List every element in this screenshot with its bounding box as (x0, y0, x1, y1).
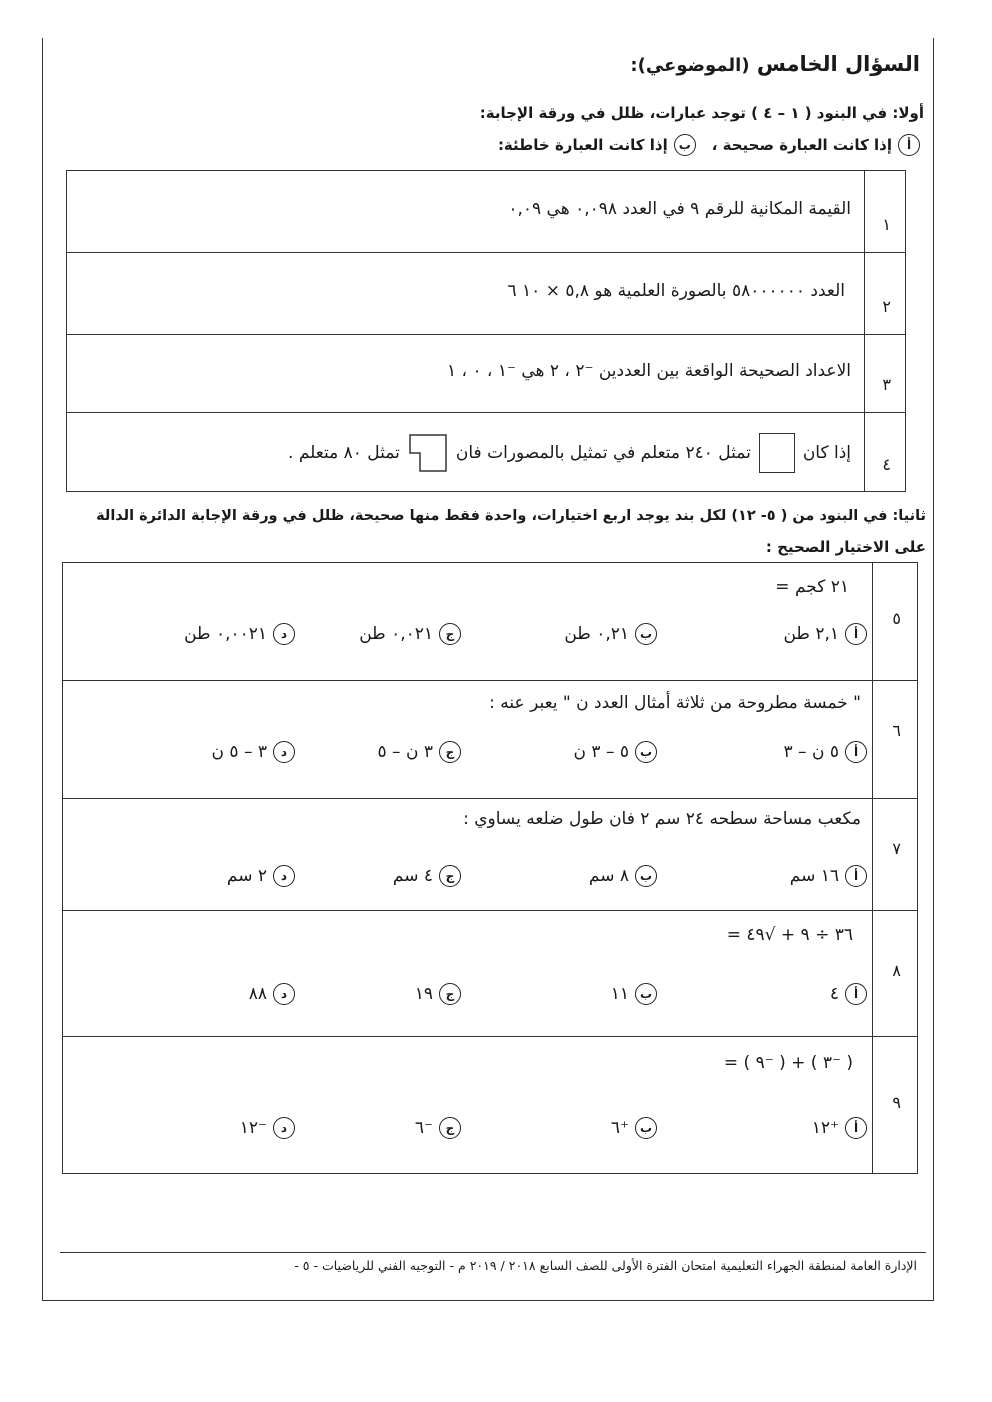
item-statement (288, 433, 851, 473)
part2-table (62, 562, 918, 1174)
section-subtitle: (الموضوعي): (630, 55, 750, 76)
statement-part-a: إذا كان (802, 443, 851, 463)
option-text: ⁺٦ (610, 1118, 629, 1138)
option-letter-circle: ج (439, 865, 461, 887)
option-text: ٢ سم (226, 866, 267, 886)
item-number: ٤ (882, 455, 891, 474)
item-question: ٢١ كجم = (775, 577, 849, 597)
option-letter-circle: ب (635, 983, 657, 1005)
section-title (630, 52, 920, 76)
option-text: ١٦ سم (789, 866, 839, 886)
option-text: ١٩ (414, 984, 433, 1004)
option-b[interactable] (574, 741, 657, 763)
option-text: ٥ – ٣ ن (573, 742, 629, 762)
option-text: ٣ – ٥ ن (211, 742, 267, 762)
part1-table (66, 170, 906, 492)
mcq-row (63, 563, 917, 681)
page-footer: الإدارة العامة لمنطقة الجهراء التعليمية امتحان الفترة الأولى للصف السابع ٢٠١٨ / ٢٠١٩ م - التوجيه الفني للرياضيات - ٥ - (294, 1258, 917, 1273)
item-number: ٧ (892, 839, 901, 858)
part1-row (67, 253, 905, 335)
option-text: ⁺١٢ (811, 1118, 839, 1138)
key-b-circle: ب (674, 134, 696, 156)
item-question: ٣٦ ÷ ٩ + √٤٩ = (726, 925, 853, 945)
item-number: ٥ (892, 609, 901, 628)
option-letter-circle: ب (635, 741, 657, 763)
option-letter-circle: أ (845, 623, 867, 645)
option-d[interactable] (249, 983, 295, 1005)
option-text: ٠,٢١ طن (564, 624, 629, 644)
option-a[interactable] (783, 623, 867, 645)
option-d[interactable] (227, 865, 295, 887)
option-letter-circle: د (273, 741, 295, 763)
option-text: ٠,٠٠٢١ طن (184, 624, 267, 644)
option-letter-circle: أ (845, 983, 867, 1005)
option-c[interactable] (415, 983, 461, 1005)
option-b[interactable] (589, 865, 657, 887)
option-letter-circle: د (273, 623, 295, 645)
option-letter-circle: أ (845, 1117, 867, 1139)
option-letter-circle: د (273, 1117, 295, 1139)
partial-square-symbol (408, 433, 448, 473)
option-a[interactable] (784, 741, 867, 763)
option-letter-circle: ب (635, 1117, 657, 1139)
item-statement: العدد ٥٨٠٠٠٠٠٠ بالصورة العلمية هو ٥,٨ × ١٠ ٦ (507, 281, 845, 301)
part1-row (67, 171, 905, 253)
option-text: ١١ (610, 984, 629, 1004)
option-text: ٢,١ طن (783, 624, 839, 644)
option-a[interactable] (790, 865, 867, 887)
option-letter-circle: ج (439, 1117, 461, 1139)
item-statement: القيمة المكانية للرقم ٩ في العدد ٠,٠٩٨ هي ٠,٠٩ (508, 199, 851, 219)
mcq-row (63, 799, 917, 911)
option-text: ٤ (829, 984, 839, 1004)
mcq-row (63, 1037, 917, 1175)
option-letter-circle: د (273, 983, 295, 1005)
option-letter-circle: ج (439, 983, 461, 1005)
part2-instruction-line2: على الاختيار الصحيح : (765, 538, 926, 556)
option-letter-circle: أ (845, 865, 867, 887)
option-letter-circle: ب (635, 865, 657, 887)
part1-row (67, 335, 905, 413)
item-question: ( ⁻٣ ) + ( ⁻٩ ) = (723, 1053, 853, 1073)
item-number: ٦ (892, 721, 901, 740)
option-b[interactable] (611, 983, 657, 1005)
item-number: ٨ (892, 961, 901, 980)
item-question: " خمسة مطروحة من ثلاثة أمثال العدد ن " يعبر عنه : (489, 693, 861, 713)
option-text: ٤ سم (392, 866, 433, 886)
item-question: مكعب مساحة سطحه ٢٤ سم ٢ فان طول ضلعه يساوي : (463, 809, 861, 829)
option-letter-circle: ج (439, 741, 461, 763)
option-text: ٥ ن – ٣ (783, 742, 839, 762)
item-number: ١ (882, 215, 891, 234)
part1-answer-key (498, 134, 920, 156)
key-a-circle: أ (898, 134, 920, 156)
option-d[interactable] (240, 1117, 295, 1139)
option-text: ⁻٦ (414, 1118, 433, 1138)
option-b[interactable] (564, 623, 657, 645)
statement-part-c: تمثل ٨٠ متعلم . (288, 443, 400, 463)
key-b-text: إذا كانت العبارة خاطئة: (497, 136, 668, 154)
option-c[interactable] (378, 741, 461, 763)
option-text: ٨ سم (588, 866, 629, 886)
key-a-text: إذا كانت العبارة صحيحة ، (711, 136, 892, 154)
option-b[interactable] (611, 1117, 657, 1139)
full-square-symbol (759, 433, 795, 473)
part2-instruction-line1: ثانيا: في البنود من ( ٥- ١٢) لكل بند يوجد اربع اختيارات، واحدة فقط منها صحيحة، ظلل في ورقة الإجابة الدائرة الدالة (96, 508, 926, 524)
option-text: ٨٨ (248, 984, 267, 1004)
option-text: ٠,٠٢١ طن (359, 624, 433, 644)
item-number: ٣ (882, 375, 891, 394)
footer-divider (60, 1252, 926, 1253)
option-text: ⁻١٢ (239, 1118, 267, 1138)
item-statement: الاعداد الصحيحة الواقعة بين العددين ⁻٢ ، ٢ هي ⁻١ ، ٠ ، ١ (446, 361, 851, 381)
part1-row (67, 413, 905, 493)
option-letter-circle: د (273, 865, 295, 887)
option-letter-circle: ب (635, 623, 657, 645)
part1-instruction: أولا: في البنود ( ١ – ٤ ) توجد عبارات، ظلل في ورقة الإجابة: (479, 104, 924, 122)
option-text: ٣ ن – ٥ (377, 742, 433, 762)
option-a[interactable] (830, 983, 867, 1005)
item-number: ٩ (892, 1093, 901, 1112)
option-letter-circle: أ (845, 741, 867, 763)
option-letter-circle: ج (439, 623, 461, 645)
mcq-row (63, 911, 917, 1037)
option-c[interactable] (415, 1117, 461, 1139)
mcq-row (63, 681, 917, 799)
option-a[interactable] (812, 1117, 867, 1139)
section-title-text: السؤال الخامس (756, 52, 920, 76)
option-c[interactable] (359, 623, 461, 645)
option-d[interactable] (212, 741, 295, 763)
item-number: ٢ (882, 297, 891, 316)
statement-part-b: تمثل ٢٤٠ متعلم في تمثيل بالمصورات فان (455, 443, 751, 463)
option-c[interactable] (393, 865, 461, 887)
option-d[interactable] (184, 623, 295, 645)
